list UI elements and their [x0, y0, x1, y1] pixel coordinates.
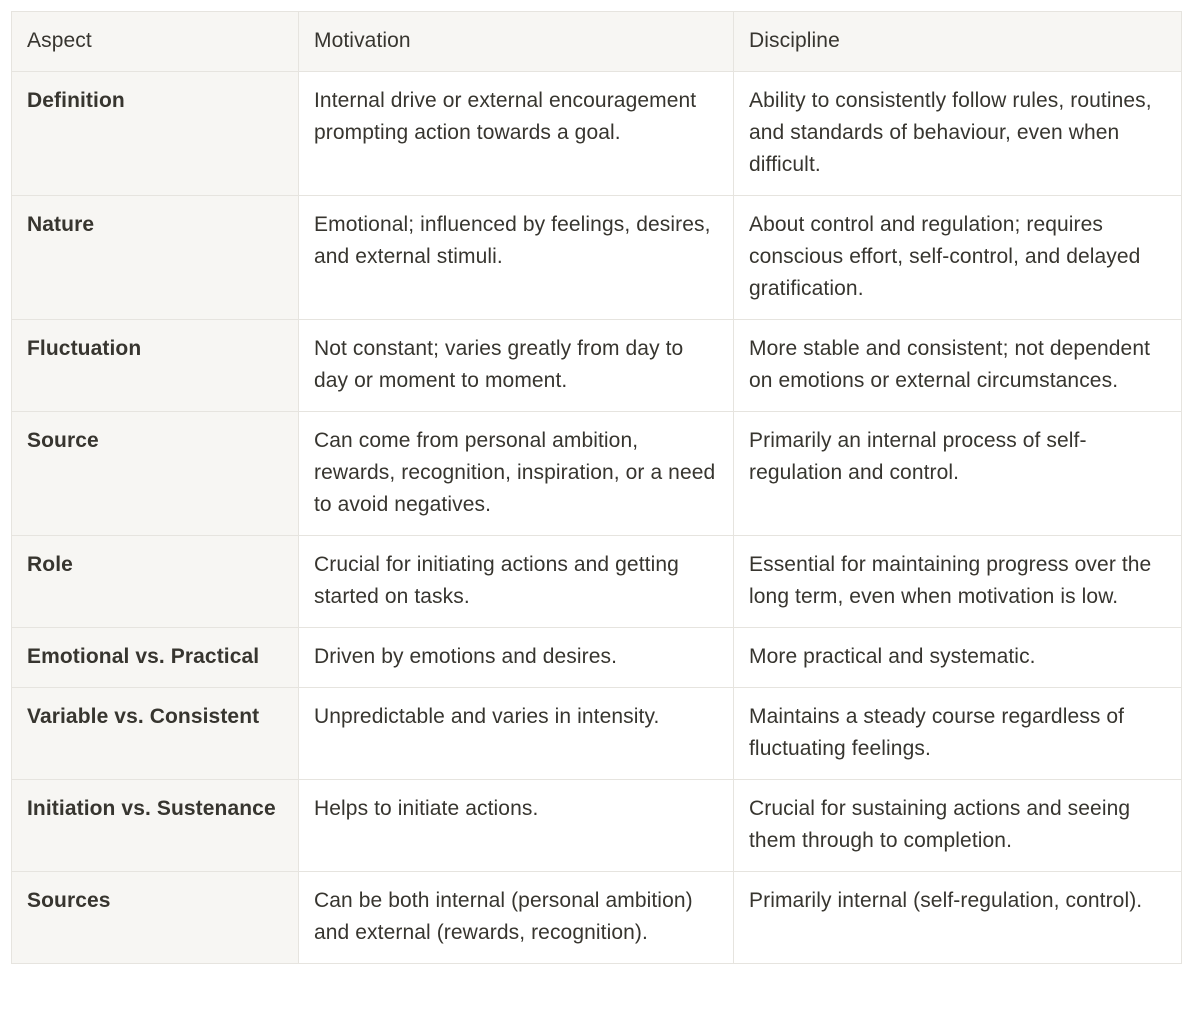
- row-discipline-cell: Crucial for sustaining actions and seeing them through to completion.: [734, 780, 1182, 872]
- row-aspect-cell: Emotional vs. Practical: [12, 628, 299, 688]
- header-aspect: Aspect: [12, 12, 299, 72]
- row-aspect-cell: Sources: [12, 872, 299, 964]
- row-motivation-cell: Emotional; influenced by feelings, desires, and external stimuli.: [299, 196, 734, 320]
- table-body: [12, 72, 1182, 964]
- row-aspect-cell: Fluctuation: [12, 320, 299, 412]
- row-motivation-cell: Driven by emotions and desires.: [299, 628, 734, 688]
- row-motivation-cell: Can be both internal (personal ambition) and external (rewards, recognition).: [299, 872, 734, 964]
- header-row: [12, 12, 1182, 72]
- row-aspect-cell: Definition: [12, 72, 299, 196]
- table-row: [12, 688, 1182, 780]
- row-motivation-cell: Internal drive or external encouragement prompting action towards a goal.: [299, 72, 734, 196]
- row-aspect-cell: Role: [12, 536, 299, 628]
- comparison-table: [11, 11, 1182, 964]
- row-aspect-cell: Nature: [12, 196, 299, 320]
- comparison-table-container: [11, 11, 1181, 964]
- row-aspect-cell: Initiation vs. Sustenance: [12, 780, 299, 872]
- row-discipline-cell: Primarily internal (self-regulation, control).: [734, 872, 1182, 964]
- table-row: [12, 196, 1182, 320]
- row-discipline-cell: About control and regulation; requires conscious effort, self-control, and delayed gratification.: [734, 196, 1182, 320]
- row-aspect-cell: Variable vs. Consistent: [12, 688, 299, 780]
- row-motivation-cell: Can come from personal ambition, rewards, recognition, inspiration, or a need to avoid negatives.: [299, 412, 734, 536]
- row-discipline-cell: Ability to consistently follow rules, routines, and standards of behaviour, even when difficult.: [734, 72, 1182, 196]
- table-row: [12, 780, 1182, 872]
- row-discipline-cell: More practical and systematic.: [734, 628, 1182, 688]
- table-row: [12, 872, 1182, 964]
- table-row: [12, 320, 1182, 412]
- row-motivation-cell: Not constant; varies greatly from day to day or moment to moment.: [299, 320, 734, 412]
- table-row: [12, 412, 1182, 536]
- table-header: [12, 12, 1182, 72]
- row-motivation-cell: Helps to initiate actions.: [299, 780, 734, 872]
- row-discipline-cell: Primarily an internal process of self-regulation and control.: [734, 412, 1182, 536]
- row-aspect-cell: Source: [12, 412, 299, 536]
- row-motivation-cell: Crucial for initiating actions and getting started on tasks.: [299, 536, 734, 628]
- table-row: [12, 628, 1182, 688]
- row-discipline-cell: Maintains a steady course regardless of fluctuating feelings.: [734, 688, 1182, 780]
- header-discipline: Discipline: [734, 12, 1182, 72]
- header-motivation: Motivation: [299, 12, 734, 72]
- row-motivation-cell: Unpredictable and varies in intensity.: [299, 688, 734, 780]
- table-row: [12, 72, 1182, 196]
- table-row: [12, 536, 1182, 628]
- row-discipline-cell: Essential for maintaining progress over the long term, even when motivation is low.: [734, 536, 1182, 628]
- row-discipline-cell: More stable and consistent; not dependent on emotions or external circumstances.: [734, 320, 1182, 412]
